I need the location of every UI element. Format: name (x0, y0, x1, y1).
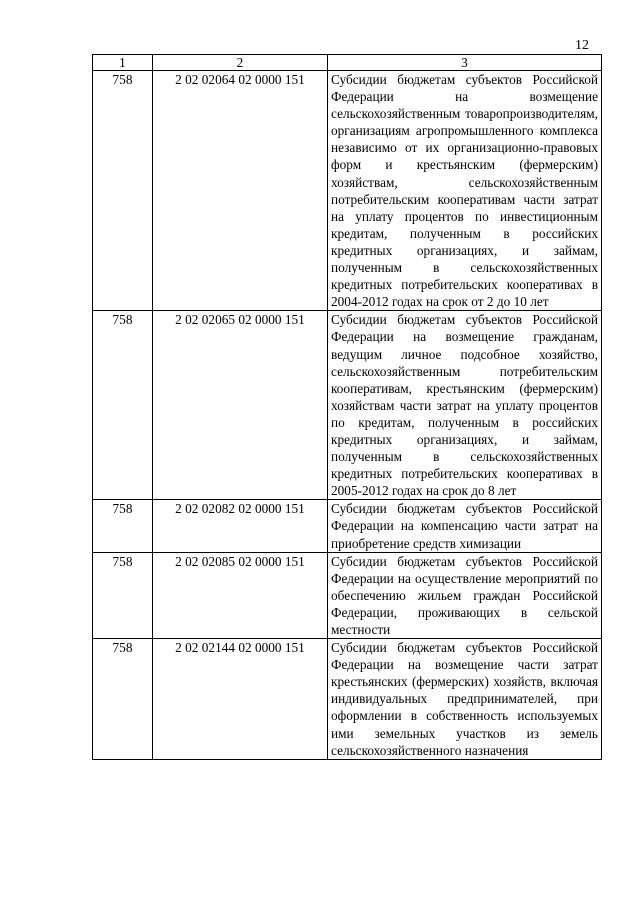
column-number-2: 2 (153, 55, 328, 71)
description-cell: Субсидии бюджетам субъектов Российской Федерации на компенсацию части затрат на приобретение средств химизации (328, 500, 602, 552)
admin-code-cell: 758 (93, 311, 153, 500)
budget-classification-table (92, 54, 602, 760)
description-cell: Субсидии бюджетам субъектов Российской Федерации на возмещение гражданам, ведущим личное подсобное хозяйство, сельскохозяйственным потребительским кооперативам, крестьянским (фермерским) хозяйствам части затрат на уплату процентов по кредитам, полученным в российских кредитных организациях, и займам, полученным в сельскохозяйственных кредитных потребительских кооперативах в 2005-2012 годах на срок до 8 лет (328, 311, 602, 500)
budget-code-cell: 2 02 02064 02 0000 151 (153, 71, 328, 311)
table-row (93, 639, 602, 760)
page-number: 12 (575, 38, 589, 53)
budget-code-cell: 2 02 02085 02 0000 151 (153, 552, 328, 638)
budget-code-cell: 2 02 02082 02 0000 151 (153, 500, 328, 552)
budget-code-cell: 2 02 02144 02 0000 151 (153, 639, 328, 760)
column-number-1: 1 (93, 55, 153, 71)
admin-code-cell: 758 (93, 552, 153, 638)
column-number-3: 3 (328, 55, 602, 71)
budget-code-cell: 2 02 02065 02 0000 151 (153, 311, 328, 500)
table-row (93, 500, 602, 552)
table-header-row (93, 55, 602, 71)
description-cell: Субсидии бюджетам субъектов Российской Федерации на возмещение части затрат крестьянских (фермерских) хозяйств, включая индивидуальных предпринимателей, при оформлении в собственность используемых ими земельных участков из земель сельскохозяйственного назначения (328, 639, 602, 760)
table-row (93, 311, 602, 500)
admin-code-cell: 758 (93, 71, 153, 311)
description-cell: Субсидии бюджетам субъектов Российской Федерации на возмещение сельскохозяйственным товаропроизводителям, организациям агропромышленного комплекса независимо от их организационно-правовых форм и крестьянским (фермерским) хозяйствам, сельскохозяйственным потребительским кооперативам части затрат на уплату процентов по инвестиционным кредитам, полученным в российских кредитных организациях, и займам, полученным в сельскохозяйственных кредитных потребительских кооперативах в 2004-2012 годах на срок от 2 до 10 лет (328, 71, 602, 311)
description-cell: Субсидии бюджетам субъектов Российской Федерации на осуществление мероприятий по обеспечению жильем граждан Российской Федерации, проживающих в сельской местности (328, 552, 602, 638)
table-row (93, 71, 602, 311)
admin-code-cell: 758 (93, 639, 153, 760)
admin-code-cell: 758 (93, 500, 153, 552)
table-row (93, 552, 602, 638)
